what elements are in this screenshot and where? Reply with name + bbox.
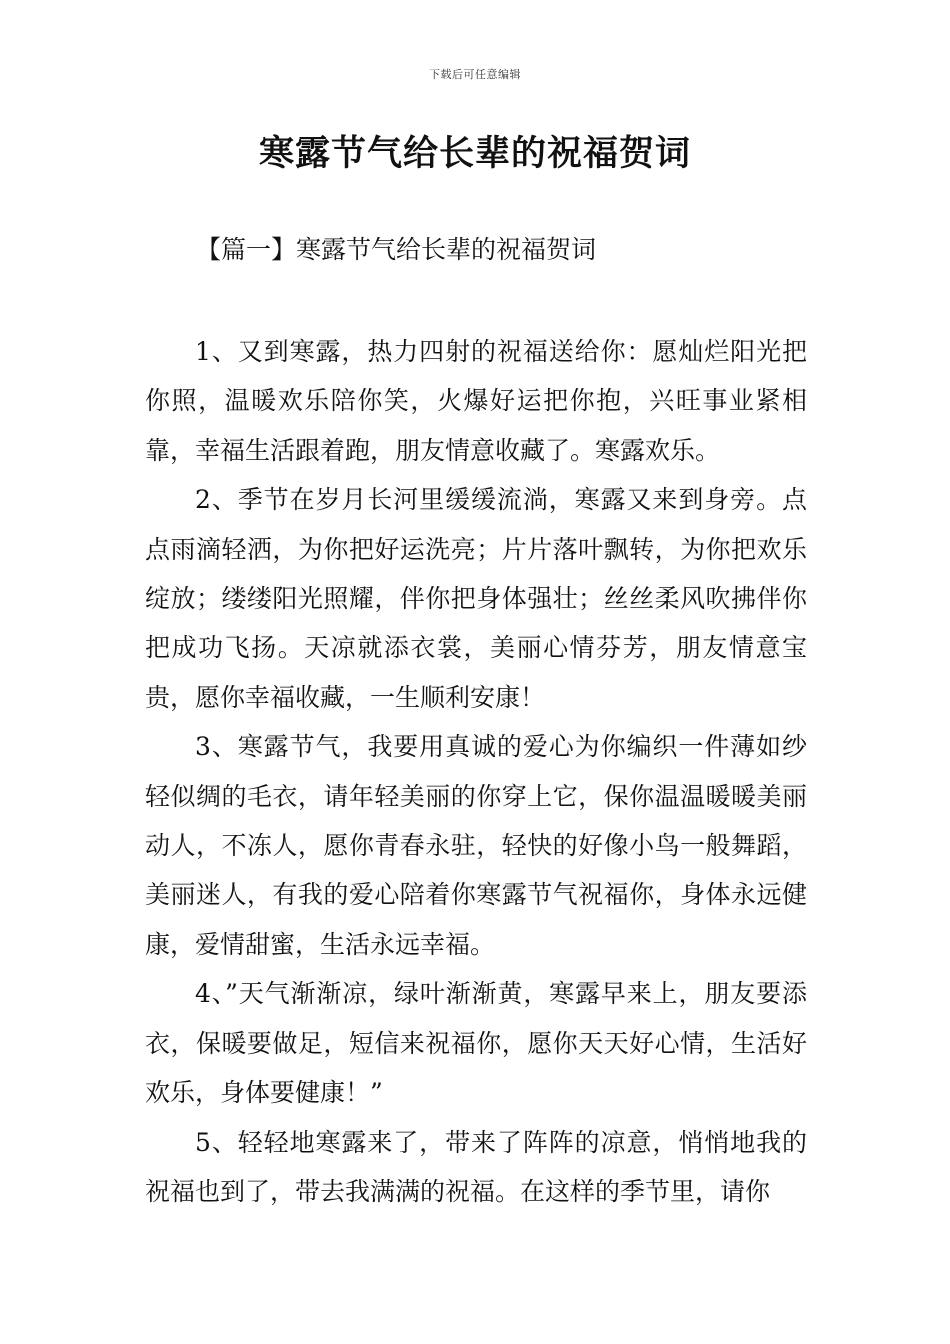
paragraph-5: 5、轻轻地寒露来了，带来了阵阵的凉意，悄悄地我的祝福也到了，带去我满满的祝福。在这样的季节里，请你 xyxy=(145,1127,807,1206)
section-heading: 【篇一】寒露节气给长辈的祝福贺词 xyxy=(196,235,597,264)
paragraph-2: 2、季节在岁月长河里缓缓流淌，寒露又来到身旁。点点雨滴轻洒，为你把好运洗亮；片片落叶飘转，为你把欢乐绽放；缕缕阳光照耀，伴你把身体强壮；丝丝柔风吹拂伴你把成功飞扬。天凉就添衣裳，美丽心情芬芳，朋友情意宝贵，愿你幸福收藏，一生顺利安康！ xyxy=(145,485,807,712)
paragraph-4: 4、”天气渐渐凉，绿叶渐渐黄，寒露早来上，朋友要添衣，保暖要做足，短信来祝福你，愿你天天好心情，生活好欢乐，身体要健康！” xyxy=(145,979,807,1108)
paragraph-3: 3、寒露节气，我要用真诚的爱心为你编织一件薄如纱轻似绸的毛衣，请年轻美丽的你穿上它，保你温温暖暖美丽动人，不冻人，愿你青春永驻，轻快的好像小鸟一般舞蹈，美丽迷人，有我的爱心陪着你寒露节气祝福你，身体永远健康，爱情甜蜜，生活永远幸福。 xyxy=(145,732,807,959)
paragraph-1: 1、又到寒露，热力四射的祝福送给你：愿灿烂阳光把你照，温暖欢乐陪你笑，火爆好运把你抱，兴旺事业紧相靠，幸福生活跟着跑，朋友情意收藏了。寒露欢乐。 xyxy=(145,337,807,465)
body-text xyxy=(145,327,807,1216)
header-note: 下载后可任意编辑 xyxy=(429,68,521,81)
document-title: 寒露节气给长辈的祝福贺词 xyxy=(258,133,691,174)
